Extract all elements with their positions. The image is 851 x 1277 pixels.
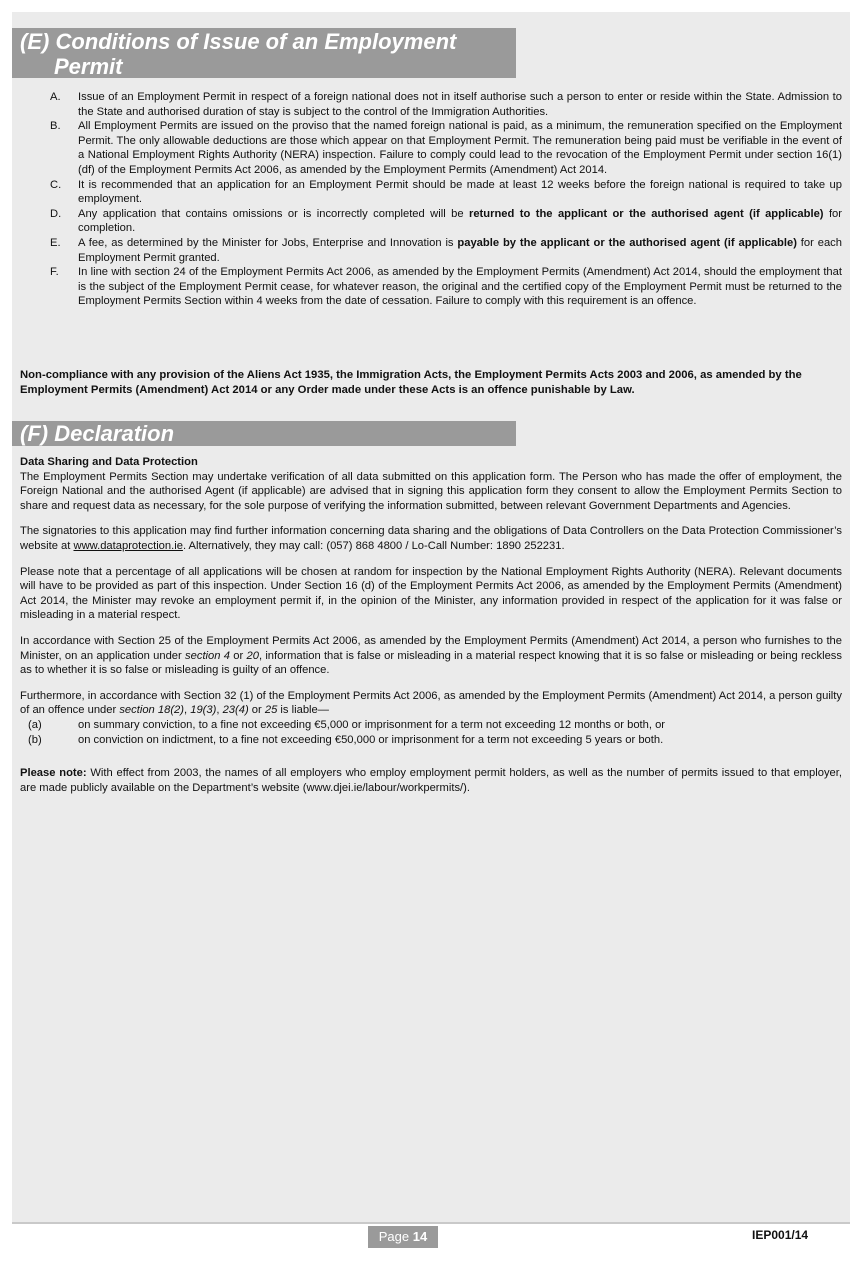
- condition-letter: C.: [50, 178, 62, 191]
- page-prefix: Page: [378, 1229, 413, 1244]
- condition-text-end: for each Employment Permit granted.: [78, 236, 842, 264]
- clause-text: on conviction on indictment, to a fine not exceeding €50,000 or imprisonment for a term not exceeding 5 years or both.: [78, 733, 664, 746]
- p4-text-3: , information that is false or misleading in a material respect knowing that it is so false or misleading or being reckless as to whether it is so false or misleading is guilty of an offence.: [20, 649, 842, 677]
- clause-label: (b): [28, 733, 42, 746]
- condition-bold-text: payable by the applicant or the authorised agent (if applicable): [457, 236, 797, 249]
- clause-item: [20, 733, 842, 748]
- footer-divider: [12, 1222, 850, 1224]
- condition-letter: D.: [50, 207, 62, 220]
- conditions-list: [12, 90, 842, 309]
- condition-text: All Employment Permits are issued on the proviso that the named foreign national is paid, as a minimum, the remuneration specified on the Employment Permit. The only allowable deductions are those which appear on that Employment Permit. The remuneration being paid must be verifiable in the event of a National Employment Rights Authority (NERA) inspection. Failure to comply could lead to the revocation of the Employment Permit under section 16(1)(df) of the Employment Permits Act 2006, as amended by the Employment Permits (Amendment) Act 2014.: [78, 120, 842, 176]
- p4-italic-1: section 4: [185, 649, 230, 662]
- please-note-label: Please note:: [20, 767, 87, 780]
- declaration-paragraph-1: The Employment Permits Section may undertake verification of all data submitted on this application form. The Person who has made the offer of employment, the Foreign National and the authorised Agent (if applicable) are advised that in signing this application form they consent to allow the Employment Permits Section to share and request data as necessary, for the sole purpose of verifying the information submitted, between relevant Government Departments and Agencies.: [20, 470, 842, 512]
- condition-letter: E.: [50, 236, 61, 249]
- section-e-title-line1: (E) Conditions of Issue of an Employment: [20, 29, 457, 54]
- p5-sep-3: or: [248, 704, 265, 717]
- please-note-text: With effect from 2003, the names of all employers who employ employment permit holders, as well as the number of permits issued to that employer, are made publicly available on the Department’s website (www.djei.ie/labour/workpermits/).: [20, 767, 842, 794]
- clause-text: on summary conviction, to a fine not exceeding €5,000 or imprisonment for a term not exceeding 12 months or both, or: [78, 718, 666, 731]
- declaration-paragraph-3: Please note that a percentage of all applications will be chosen at random for inspection by the National Employment Rights Authority (NERA). Relevant documents will have to be provided as part of this inspection. Under Section 16 (d) of the Employment Permits Act 2006, as amended by the Employment Permits (Amendment) Act 2014, the Minister may revoke an employment permit if, in the opinion of the Minister, any information provided in respect of the application for it was false or misleading in a material respect.: [20, 565, 842, 622]
- condition-item-f: [12, 265, 842, 309]
- p2-text: The signatories to this application may find further information concerning data sharing and the obligations of Data Controllers on the Data Protection Commissioner’s website at: [20, 525, 842, 552]
- condition-text-end: for completion.: [78, 207, 842, 235]
- condition-bold-text: returned to the applicant or the authorised agent (if applicable): [468, 207, 824, 220]
- please-note-paragraph: [20, 766, 842, 795]
- condition-letter: A.: [50, 91, 61, 103]
- declaration-paragraph-5: [20, 689, 842, 718]
- declaration-paragraph-2: [20, 524, 842, 553]
- page-number: 14: [412, 1229, 428, 1244]
- condition-text: In line with section 24 of the Employment Permits Act 2006, as amended by the Employment Permits (Amendment) Act 2014, should the employment that is the subject of the Employment Permit cease, for whatever reason, the original and the certified copy of the Employment Permit must be returned to the Employment Permits Section within 4 weeks from the date of cessation. Failure to comply with this requirement is an offence.: [78, 266, 842, 308]
- form-code: IEP001/14: [752, 1228, 809, 1242]
- liability-clauses: [20, 718, 842, 747]
- section-f-header: (F) Declaration: [12, 421, 516, 446]
- condition-item-d: [12, 207, 842, 236]
- condition-text: Issue of an Employment Permit in respect of a foreign national does not in itself authorise such a person to enter or reside within the State. Admission to the State and authorised duration of stay is subject to the control of the Immigration Authorities.: [78, 91, 842, 118]
- condition-text: A fee, as determined by the Minister for Jobs, Enterprise and Innovation is: [78, 236, 458, 249]
- p5-italic-2: 19(3): [190, 704, 217, 717]
- declaration-body: [20, 455, 842, 806]
- condition-text: Any application that contains omissions or is incorrectly completed will be: [78, 207, 469, 220]
- p4-italic-2: 20: [246, 649, 259, 662]
- condition-item-e: [12, 236, 842, 265]
- condition-text: It is recommended that an application for an Employment Permit should be made at least 12 weeks before the foreign national is required to take up employment.: [78, 178, 842, 206]
- condition-item-c: [12, 178, 842, 207]
- p5-text: Furthermore, in accordance with Section 32 (1) of the Employment Permits Act 2006, as amended by the Employment Permits (Amendment) Act 2014, a person guilty of an offence under: [20, 689, 842, 717]
- p4-text-2: or: [229, 649, 247, 662]
- p5-italic-4: 25: [264, 704, 278, 717]
- p5-text-end: is liable—: [277, 704, 329, 717]
- condition-letter: B.: [50, 120, 61, 133]
- p5-sep-1: ,: [184, 704, 191, 717]
- condition-letter: F.: [50, 266, 59, 279]
- p4-text: In accordance with Section 25 of the Employment Permits Act 2006, as amended by the Employment Permits (Amendment) Act 2014, a person who furnishes to the Minister, on an application under: [20, 634, 842, 662]
- page-number-tab: [368, 1226, 438, 1248]
- p2-text-end: . Alternatively, they may call: (057) 868 4800 / Lo-Call Number: 1890 252231.: [182, 539, 565, 552]
- clause-item: [20, 718, 842, 733]
- condition-item-b: [12, 119, 842, 177]
- p5-italic-3: 23(4): [222, 704, 249, 717]
- declaration-paragraph-4: [20, 634, 842, 678]
- section-e-title-line2: Permit: [54, 54, 123, 79]
- clause-label: (a): [28, 718, 42, 731]
- section-e-header: [12, 28, 516, 78]
- p5-sep-2: ,: [216, 704, 223, 717]
- non-compliance-notice: Non-compliance with any provision of the Aliens Act 1935, the Immigration Acts, the Employment Permits Acts 2003 and 2006, as amended by the Employment Permits (Amendment) Act 2014 or any Order made under these Acts is an offence punishable by Law.: [20, 369, 802, 396]
- data-sharing-subheading: Data Sharing and Data Protection: [20, 456, 198, 468]
- condition-item-a: [12, 90, 842, 119]
- p5-italic-1: section 18(2): [119, 704, 185, 717]
- data-protection-link[interactable]: www.dataprotection.ie: [73, 539, 183, 552]
